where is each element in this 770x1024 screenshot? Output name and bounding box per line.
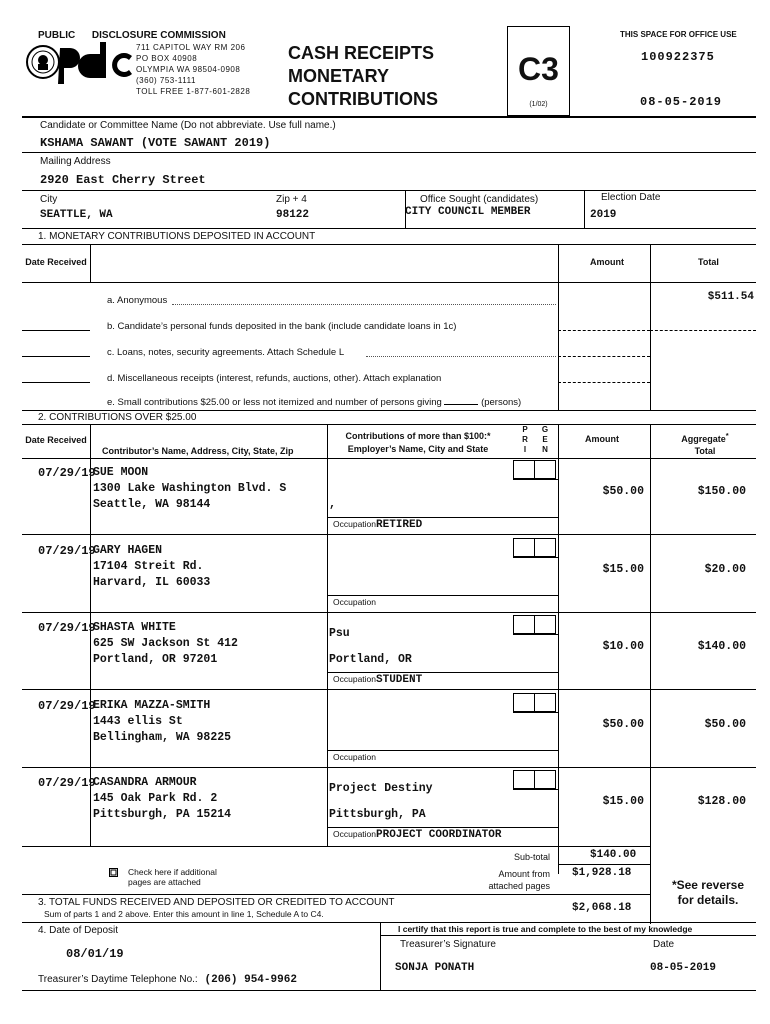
- row-aggregate: $128.00: [697, 795, 746, 808]
- row-general-checkbox[interactable]: [534, 693, 556, 712]
- row-employer-city: ,: [329, 498, 336, 511]
- section1-line-d: d. Miscellaneous receipts (interest, refunds, auctions, other). Attach explanation: [107, 373, 442, 384]
- section1-date-label: Date Received: [25, 257, 87, 267]
- section2-heading: 2. CONTRIBUTIONS OVER $25.00: [38, 412, 197, 423]
- row-occupation: [333, 752, 376, 764]
- row-primary-checkbox[interactable]: [513, 615, 535, 634]
- zip-label: Zip + 4: [276, 194, 307, 205]
- title-line: CASH RECEIPTS: [288, 43, 435, 63]
- row-occupation: [333, 674, 422, 686]
- section1-line-c: c. Loans, notes, security agreements. Attach Schedule L: [107, 347, 345, 358]
- row-contributor-name: CASANDRA ARMOUR: [93, 776, 197, 789]
- row-contributor-address: 17104 Streit Rd.: [93, 560, 204, 573]
- row-contributor-city: Portland, OR 97201: [93, 653, 218, 666]
- election-date-label: Election Date: [601, 192, 661, 203]
- row-contributor-city: Bellingham, WA 98225: [93, 731, 232, 744]
- row-date: 07/29/19: [38, 544, 96, 558]
- row-contributor-city: Pittsburgh, PA 15214: [93, 808, 232, 821]
- attached-amount-value: $1,928.18: [572, 867, 632, 879]
- occupation-label: Occupation: [333, 829, 376, 839]
- row-amount: $50.00: [602, 718, 644, 731]
- occupation-value: PROJECT COORDINATOR: [376, 829, 502, 841]
- form-code-box: [507, 26, 570, 116]
- title-line: CONTRIBUTIONS: [288, 89, 438, 109]
- office-use-label: THIS SPACE FOR OFFICE USE: [620, 30, 737, 39]
- row-contributor-name: SHASTA WHITE: [93, 621, 176, 634]
- row-primary-checkbox[interactable]: [513, 538, 535, 557]
- row-primary-checkbox[interactable]: [513, 460, 535, 479]
- row-amount: $15.00: [602, 795, 644, 808]
- sign-date-label: Date: [653, 939, 675, 950]
- subtotal-value: $140.00: [590, 849, 637, 861]
- row-general-checkbox[interactable]: [534, 460, 556, 479]
- address-line: 711 CAPITOL WAY RM 206: [136, 43, 246, 52]
- sign-date: 08-05-2019: [650, 962, 717, 974]
- row-general-checkbox[interactable]: [534, 615, 556, 634]
- section1-total-a: $511.54: [707, 291, 754, 303]
- row-contributor-name: ERIKA MAZZA-SMITH: [93, 699, 211, 712]
- city-label: City: [40, 194, 58, 205]
- section2-aggregate-label: Aggregate* Total: [681, 431, 729, 456]
- candidate-name: KSHAMA SAWANT (VOTE SAWANT 2019): [40, 136, 271, 150]
- mailing-address: 2920 East Cherry Street: [40, 173, 206, 187]
- treasurer-signature: SONJA PONATH: [395, 962, 475, 974]
- row-primary-checkbox[interactable]: [513, 693, 535, 712]
- office-sought: CITY COUNCIL MEMBER: [405, 206, 531, 218]
- address-line: (360) 753-1111: [136, 76, 196, 85]
- election-date: 2019: [590, 209, 617, 221]
- row-employer-name: Project Destiny: [329, 782, 433, 795]
- treasurer-signature-label: Treasurer’s Signature: [400, 939, 496, 950]
- form-code: C3: [518, 51, 559, 87]
- gen-label: G E N: [541, 425, 549, 454]
- occupation-value: STUDENT: [376, 674, 423, 686]
- section1-total-label: Total: [698, 257, 719, 267]
- total-funds-value: $2,068.18: [572, 902, 632, 914]
- row-contributor-name: SUE MOON: [93, 466, 149, 479]
- occupation-label: Occupation: [333, 674, 376, 684]
- row-general-checkbox[interactable]: [534, 770, 556, 789]
- occupation-label: Occupation: [333, 597, 376, 607]
- row-date: 07/29/19: [38, 699, 96, 713]
- section2-amount-label: Amount: [585, 434, 619, 444]
- occupation-label: Occupation: [333, 519, 376, 529]
- form-title: [288, 42, 438, 111]
- row-aggregate: $20.00: [704, 563, 746, 576]
- row-employer-name: Psu: [329, 627, 350, 640]
- section2-employer-label: Contributions of more than $100:* Employer’s Name, City and State: [345, 431, 491, 454]
- report-date: 08-05-2019: [640, 95, 723, 109]
- form-version: (1/02): [529, 101, 548, 108]
- row-occupation: [333, 519, 422, 531]
- occupation-label: Occupation: [333, 752, 376, 762]
- section1-heading: 1. MONETARY CONTRIBUTIONS DEPOSITED IN ACCOUNT: [38, 231, 316, 242]
- deposit-date: 08/01/19: [66, 947, 124, 961]
- row-date: 07/29/19: [38, 621, 96, 635]
- row-contributor-name: GARY HAGEN: [93, 544, 163, 557]
- row-occupation: [333, 597, 376, 609]
- phone-value: (206) 954-9962: [204, 974, 297, 986]
- section2-date-label: Date Received: [25, 435, 87, 445]
- total-funds-sub: Sum of parts 1 and 2 above. Enter this amount in line 1, Schedule A to C4.: [44, 909, 324, 919]
- attached-pages-label: Check here if additional pages are attached: [128, 867, 217, 887]
- occupation-value: RETIRED: [376, 519, 423, 531]
- pdc-logo: [22, 40, 134, 90]
- row-employer-city: Pittsburgh, PA: [329, 808, 426, 821]
- row-contributor-address: 625 SW Jackson St 412: [93, 637, 238, 650]
- see-reverse-note: *See reverse for details.: [671, 878, 745, 907]
- section2-contributor-label: Contributor’s Name, Address, City, State, Zip: [102, 446, 294, 456]
- agency-address: [136, 42, 250, 97]
- pri-label: P R I: [522, 425, 528, 454]
- office-sought-label: Office Sought (candidates): [420, 194, 539, 205]
- row-contributor-address: 145 Oak Park Rd. 2: [93, 792, 218, 805]
- row-contributor-address: 1300 Lake Washington Blvd. S: [93, 482, 287, 495]
- row-general-checkbox[interactable]: [534, 538, 556, 557]
- section1-line-e: e. Small contributions $25.00 or less not itemized and number of persons giving (persons): [107, 397, 522, 408]
- address-line: TOLL FREE 1-877-601-2828: [136, 87, 251, 96]
- address-line: PO BOX 40908: [136, 54, 198, 63]
- mailing-address-label: Mailing Address: [40, 156, 111, 167]
- phone-label: Treasurer’s Daytime Telephone No.:: [38, 974, 198, 985]
- section1-line-a: a. Anonymous: [107, 295, 168, 306]
- title-line: MONETARY: [288, 66, 389, 86]
- pdc-seal-icon: [22, 40, 134, 90]
- subtotal-label: Sub-total: [513, 852, 550, 862]
- row-contributor-city: Harvard, IL 60033: [93, 576, 211, 589]
- row-amount: $50.00: [602, 485, 644, 498]
- attached-amount-label: Amount from attached pages: [488, 869, 550, 891]
- row-occupation: [333, 829, 501, 841]
- checkbox-mark-icon: [110, 869, 117, 876]
- attached-pages-checkbox[interactable]: [109, 868, 118, 877]
- section1-amount-label: Amount: [590, 257, 624, 267]
- candidate-name-label: Candidate or Committee Name (Do not abbreviate. Use full name.): [40, 120, 336, 131]
- row-primary-checkbox[interactable]: [513, 770, 535, 789]
- city: SEATTLE, WA: [40, 209, 113, 221]
- row-contributor-city: Seattle, WA 98144: [93, 498, 211, 511]
- row-aggregate: $150.00: [697, 485, 746, 498]
- address-line: OLYMPIA WA 98504-0908: [136, 65, 241, 74]
- row-employer-city: Portland, OR: [329, 653, 412, 666]
- row-date: 07/29/19: [38, 776, 96, 790]
- row-contributor-address: 1443 ellis St: [93, 715, 183, 728]
- agency-name: PUBLIC DISCLOSURE COMMISSION: [38, 30, 226, 41]
- report-number: 100922375: [641, 50, 715, 64]
- certification-text: I certify that this report is true and complete to the best of my knowledge: [398, 924, 693, 934]
- section1-line-b: b. Candidate’s personal funds deposited in the bank (include candidate loans in 1c): [107, 321, 457, 332]
- zip: 98122: [276, 209, 310, 221]
- treasurer-phone: [38, 974, 297, 986]
- row-amount: $10.00: [602, 640, 644, 653]
- row-aggregate: $140.00: [697, 640, 746, 653]
- row-date: 07/29/19: [38, 466, 96, 480]
- deposit-date-label: 4. Date of Deposit: [38, 925, 119, 936]
- row-aggregate: $50.00: [704, 718, 746, 731]
- row-amount: $15.00: [602, 563, 644, 576]
- total-funds-heading: 3. TOTAL FUNDS RECEIVED AND DEPOSITED OR CREDITED TO ACCOUNT: [38, 897, 395, 908]
